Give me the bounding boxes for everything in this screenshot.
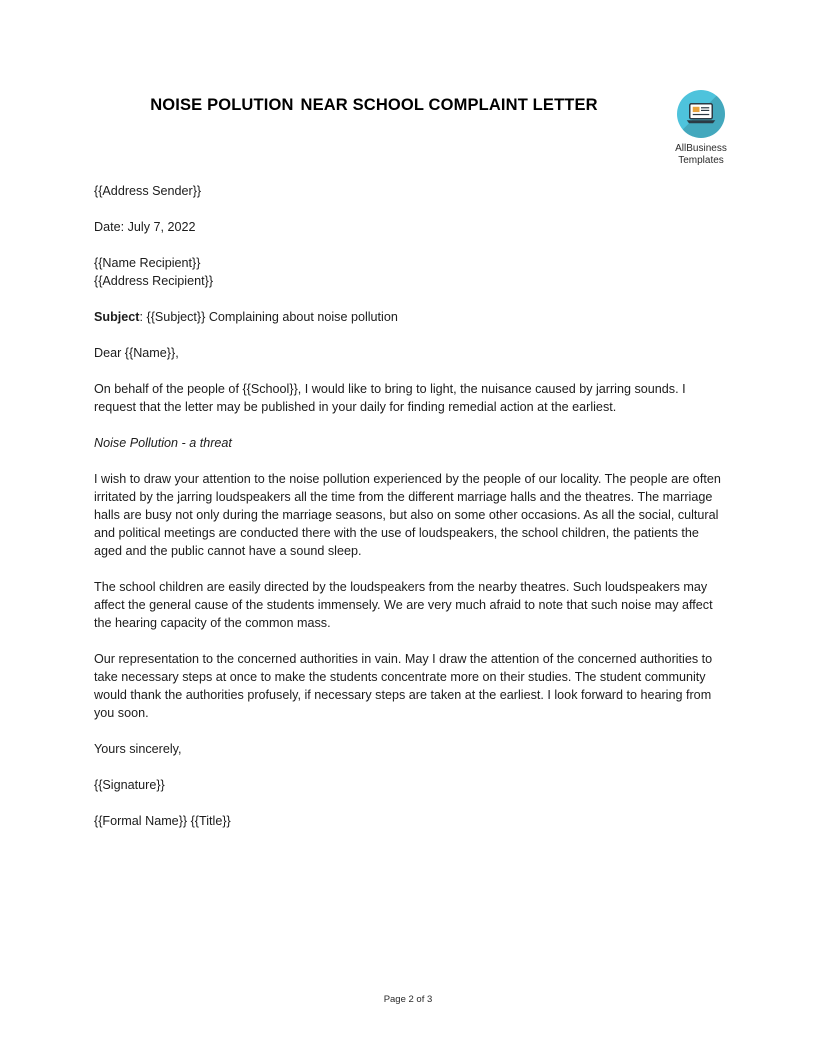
brand-logo [662,90,740,166]
page-title [94,96,654,115]
laptop-glyph [686,102,716,125]
page-title-part1: NOISE POLUTION [150,96,294,114]
body-paragraph-1: I wish to draw your attention to the noise pollution experienced by the people of our locality. The people are often irritated by the jarring loudspeakers all the time from the different marriage halls and the theatres. The marriage halls are busy not only during the marriage seasons, but also on some other occasions. As all the social, cultural and political meetings are conducted there with the use of loudspeakers, the school children, the patients the aged and the public cannot have a sound sleep. [94,472,721,558]
sender-address: {{Address Sender}} [94,184,202,198]
signature-placeholder: {{Signature}} [94,778,165,792]
recipient-address: {{Address Recipient}} [94,274,214,288]
intro-paragraph: On behalf of the people of {{School}}, I would like to bring to light, the nuisance caused by jarring sounds. I request that the letter may be published in your daily for finding remedial action at the earliest. [94,382,686,414]
closing-line: Yours sincerely, [94,742,182,756]
recipient-name: {{Name Recipient}} [94,256,201,270]
brand-line-2: Templates [678,154,724,166]
subject-value: : {{Subject}} Complaining about noise pollution [139,310,398,324]
body-paragraph-2: The school children are easily directed by the loudspeakers from the nearby theatres. Such loudspeakers may affect the general cause of the students immensely. We are very much afraid to note that such noise may affect the hearing capacity of the common mass. [94,580,713,630]
salutation: Dear {{Name}}, [94,346,179,360]
laptop-icon [677,90,725,138]
section-heading: Noise Pollution - a threat [94,436,232,450]
page-indicator: Page 2 of 3 [383,994,433,1005]
recipient-block [94,254,722,290]
letter-date: Date: July 7, 2022 [94,220,196,234]
formal-name-title: {{Formal Name}} {{Title}} [94,814,231,828]
brand-text [662,143,740,166]
brand-line-1: AllBusiness [675,143,727,154]
page-title-part2: NEAR SCHOOL COMPLAINT LETTER [300,96,598,114]
letter-body [94,182,722,830]
subject-label: Subject [94,310,140,324]
page-footer [0,994,816,1005]
subject-line [94,308,722,326]
body-paragraph-3: Our representation to the concerned authorities in vain. May I draw the attention of the concerned authorities to take necessary steps at once to make the students concentrate more on their studies. The student community would thank the authorities profusely, if necessary steps are taken at the earliest. I look forward to hearing from you soon. [94,652,713,720]
